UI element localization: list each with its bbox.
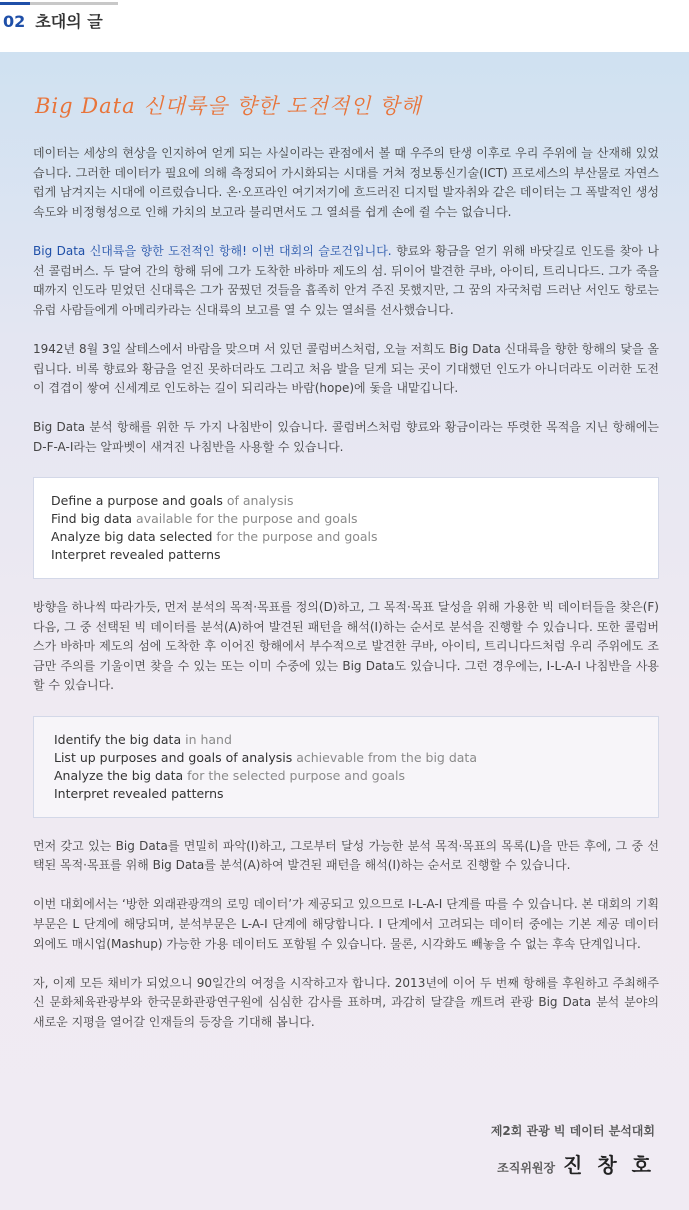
paragraph: Big Data 분석 항해를 위한 두 가지 나침반이 있습니다. 콜럼버스처럼 향료와 황금이라는 뚜렷한 목적을 지닌 항해에는 D-F-A-I라는 알파벳이 새겨진 나침반을 사용할 수 있습니다. — [33, 420, 659, 454]
ilai-item — [54, 731, 641, 749]
item-strong: Interpret revealed patterns — [54, 785, 224, 801]
paragraph: 1942년 8월 3일 살테스에서 바람을 맞으며 서 있던 콜럼버스처럼, 오늘 저희도 Big Data 신대륙을 향한 항해의 닻을 올립니다. 비록 향료와 황금을 얻진 못하더라도 그리고 처음 발을 딛게 되는 곳이 기대했던 인도가 아니더라도 이러한 도전이 겹겹이 쌓여 신세계로 인도하는 길이 되리라는 바람(hope)에 돛을 내맡깁니다. — [33, 341, 659, 396]
signature-role: 조직위원장 — [497, 1161, 556, 1175]
ilai-item — [54, 785, 641, 803]
slogan: Big Data 신대륙을 향한 도전적인 항해! 이번 대회의 슬로건입니다. — [33, 243, 392, 258]
letter-body — [0, 52, 689, 1210]
paragraph: 자, 이제 모든 채비가 되었으니 90일간의 여정을 시작하고자 합니다. 2013년에 이어 두 번째 항해를 후원하고 주최해주신 문화체육관광부와 한국문화관광연구원에 심심한 감사를 표하며, 과감히 달걀을 깨트려 관광 Big Data 분석 분야의 새로운 지평을 열어갈 인재들의 등장을 기대해 봅니다. — [33, 975, 659, 1029]
item-light: available for the purpose and goals — [132, 511, 358, 527]
dfai-item — [51, 528, 641, 546]
item-light: of analysis — [222, 493, 294, 509]
header-bar — [0, 2, 118, 5]
section-label: 초대의 글 — [35, 12, 103, 31]
signature-name: 진 창 호 — [563, 1153, 655, 1177]
paragraph — [33, 242, 659, 320]
dfai-item — [51, 510, 641, 528]
item-strong: Analyze the big data — [54, 767, 184, 783]
item-light: for the purpose and goals — [212, 529, 378, 545]
ilai-item — [54, 749, 641, 767]
signature-org: 제2회 관광 빅 데이터 분석대회 — [490, 1124, 655, 1138]
item-strong: Interpret revealed patterns — [51, 547, 221, 563]
item-light: in hand — [181, 731, 232, 747]
ilai-box — [33, 716, 659, 818]
item-light: achievable from the big data — [292, 749, 477, 765]
paragraph: 방향을 하나씩 따라가듯, 먼저 분석의 목적·목표를 정의(D)하고, 그 목적·목표 달성을 위해 가용한 빅 데이터들을 찾은(F) 다음, 그 중 선택된 빅 데이터를 분석(A)하여 발견된 패턴을 해석(I)하는 순서로 분석을 진행할 수 있습니다. 또한 콜럼버스가 바하마 제도의 섬에 도착한 후 이어진 항해에서 부수적으로 발견한 쿠바, 아이티, 트리니다드처럼 우리 주위에도 조금만 주의를 기울이면 찾을 수 있는 또는 이미 수중에 있는 Big Data도 있습니다. 그런 경우에는, I-L-A-I 나침반을 사용할 수 있습니다. — [33, 600, 659, 693]
dfai-item — [51, 492, 641, 510]
paragraph: 이번 대회에서는 ‘방한 외래관광객의 로밍 데이터’가 제공되고 있으므로 I-L-A-I 단계를 따를 수 있습니다. 본 대회의 기획부문은 L 단계에 해당되며, 분석부문은 L-A-I 단계에 해당합니다. I 단계에서 고려되는 데이터 중에는 기본 제공 데이터 외에도 매시업(Mashup) 가능한 가용 데이터도 포함될 수 있습니다. 물론, 시각화도 빼놓을 수 없는 후속 단계입니다. — [33, 897, 659, 951]
signature — [491, 1122, 655, 1178]
section-number: 02 — [3, 12, 26, 31]
dfai-box — [33, 477, 659, 579]
item-strong: Identify the big data — [54, 731, 182, 747]
item-light: for the selected purpose and goals — [183, 767, 406, 783]
paragraph-text: 향료와 황금을 얻기 위해 바닷길로 인도를 찾아 나선 콜럼버스. 두 달여 간의 항해 뒤에 그가 도착한 바하마 제도의 섬. 뒤이어 발견한 쿠바, 아이티, 트리니다드. 그가 죽을 때까지 인도라 믿었던 신대륙은 그가 꿈꿨던 것들을 흡족히 안겨 주진 못했지만, 그 꿈의 자국처럼 드러난 서인도 항로는 유럽 사람들에게 아메리카라는 신대륙의 보고를 열 수 있는 열쇠를 선사했습니다. — [33, 243, 659, 317]
letter-content — [33, 144, 659, 1052]
section-header — [0, 0, 689, 52]
letter-title: Big Data 신대륙을 향한 도전적인 항해 — [35, 94, 422, 118]
dfai-item — [51, 546, 641, 564]
paragraph: 먼저 갖고 있는 Big Data를 면밀히 파악(I)하고, 그로부터 달성 가능한 분석 목적·목표의 목록(L)을 만든 후에, 그 중 선택된 목적·목표를 위해 Big Data를 분석(A)하여 발견된 패턴을 해석(I)하는 순서로 진행할 수 있습니다. — [33, 838, 659, 873]
item-strong: Analyze big data selected — [51, 529, 213, 545]
item-strong: Define a purpose and goals — [51, 493, 223, 509]
section-title — [3, 9, 103, 32]
item-strong: List up purposes and goals of analysis — [54, 749, 293, 765]
paragraph: 데이터는 세상의 현상을 인지하여 얻게 되는 사실이라는 관점에서 볼 때 우주의 탄생 이후로 우리 주위에 늘 산재해 있었습니다. 그러한 데이터가 필요에 의해 측정되어 가시화되는 시대를 거쳐 정보통신기술(ICT) 프로세스의 부산물로 자연스럽게 남겨지는 시대에 이르렀습니다. 온·오프라인 여기저기에 흐드러진 디지털 발자취와 같은 데이터는 그 폭발적인 생성 속도와 비정형성으로 인해 가치의 보고라 불리면서도 그 열쇠를 쉽게 손에 쥘 수는 없습니다. — [33, 146, 659, 219]
ilai-item — [54, 767, 641, 785]
item-strong: Find big data — [51, 511, 133, 527]
